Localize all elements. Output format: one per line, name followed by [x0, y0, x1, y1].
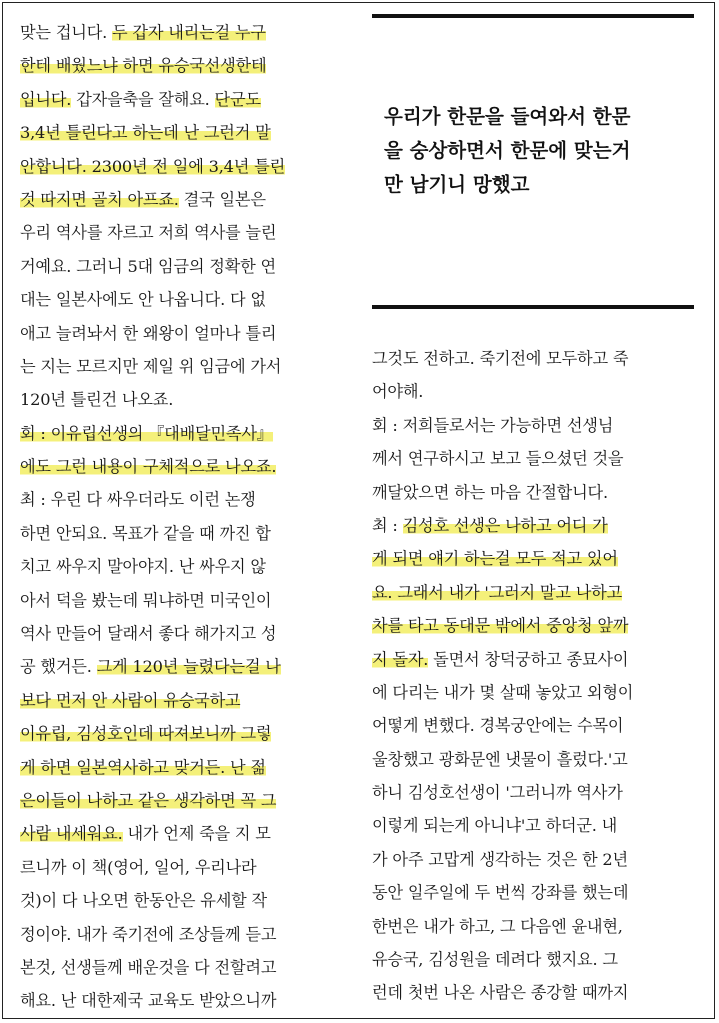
text-line — [20, 49, 350, 82]
text-segment: 갑자을축을 잘해요. — [71, 89, 215, 109]
text-line — [372, 542, 702, 575]
text-line — [372, 809, 702, 842]
text-line — [20, 483, 350, 516]
text-line — [372, 576, 702, 609]
highlighted-text: 두 갑자 내리는걸 누구 — [112, 23, 266, 42]
highlighted-text: 사람 내세워요. — [20, 824, 123, 844]
text-line — [372, 743, 702, 776]
text-line — [20, 250, 350, 283]
text-line — [20, 450, 350, 483]
highlighted-text: 3,4년 틀린다고 하는데 난 그런거 말 — [20, 123, 271, 143]
text-line — [372, 609, 702, 642]
highlighted-text: 게 되면 얘기 하는걸 모두 적고 있어 — [372, 549, 618, 569]
text-line — [20, 784, 350, 817]
text-segment: 해요. 난 대한제국 교육도 받았으니까 — [20, 991, 277, 1011]
text-line — [20, 83, 350, 116]
text-segment: 본것, 선생들께 배운것을 다 전할려고 — [20, 957, 277, 977]
text-segment: 어야해. — [372, 382, 424, 402]
text-line — [20, 684, 350, 717]
highlighted-text: 차를 타고 동대문 밖에서 중앙청 앞까 — [372, 616, 629, 636]
text-line — [372, 476, 702, 509]
text-segment: 하니 김성호선생이 '그러니까 역사가 — [372, 783, 623, 803]
highlighted-text: 한테 배웠느냐 하면 유승국선생한테 — [20, 56, 267, 76]
highlighted-text: 그게 120년 늘렸다는걸 나 — [96, 657, 281, 677]
highlighted-text: 회 : 이유립선생의 『대배달민족사』 — [20, 423, 273, 443]
text-segment: 120년 틀린건 나오죠. — [20, 390, 174, 410]
text-line — [20, 584, 350, 617]
text-line — [372, 509, 702, 542]
text-line — [372, 943, 702, 976]
highlighted-text: 게 하면 일본역사하고 맞거든. — [20, 757, 230, 777]
pull-quote-line: 을 숭상하면서 한문에 맞는거 — [384, 139, 631, 162]
text-segment: 는 지는 모르지만 제일 위 임금에 가서 — [20, 356, 282, 376]
text-segment: 그것도 전하고. 죽기전에 모두하고 죽 — [372, 349, 629, 368]
text-line — [20, 417, 350, 450]
text-segment: 울창했고 광화문엔 냇물이 흘렀다.'고 — [372, 749, 628, 769]
text-line — [20, 617, 350, 650]
highlighted-text: 단군도 — [214, 89, 261, 109]
text-segment: 가 아주 고맙게 생각하는 것은 한 2년 — [372, 849, 628, 869]
text-segment: 애고 늘려놔서 한 왜왕이 얼마나 틀리 — [20, 323, 277, 343]
highlighted-text: 김성호 선생은 나하고 어디 가 — [402, 515, 608, 535]
text-line — [20, 317, 350, 350]
text-line — [20, 851, 350, 884]
text-segment: 거예요. 그러니 5대 임금의 정확한 연 — [20, 256, 276, 276]
text-line — [20, 884, 350, 917]
pull-quote-bottom-rule — [372, 305, 694, 309]
text-line — [372, 409, 702, 442]
text-segment: 이렇게 되는게 아니냐'고 하더군. 내 — [372, 816, 618, 836]
text-line — [372, 375, 702, 408]
pull-quote-top-rule — [372, 14, 694, 18]
text-line — [20, 150, 350, 183]
text-segment: 동안 일주일에 두 번씩 강좌를 했는데 — [372, 883, 629, 903]
text-line — [20, 817, 350, 850]
text-line — [20, 918, 350, 951]
text-line — [372, 643, 702, 676]
text-segment: 르니까 이 책(영어, 일어, 우리나라 — [20, 857, 257, 877]
highlighted-text: 지 돌자. — [372, 649, 429, 669]
highlighted-text: 난 젊 — [229, 757, 266, 777]
text-segment: 내가 언제 죽을 지 모 — [122, 824, 271, 844]
text-line — [20, 116, 350, 149]
text-line — [20, 383, 350, 416]
highlighted-text: 은이들이 나하고 같은 생각하면 꼭 그 — [20, 790, 277, 810]
text-segment: 치고 싸우지 말아야지. 난 싸우지 않 — [20, 557, 266, 577]
text-line — [20, 650, 350, 683]
text-line — [20, 517, 350, 550]
highlighted-text: 입니다. — [20, 89, 72, 109]
text-segment: 회 : 저희들로서는 가능하면 선생님 — [372, 415, 614, 435]
right-text-column — [372, 342, 702, 1010]
text-segment: 맞는 겁니다. — [20, 23, 113, 42]
text-line — [372, 876, 702, 909]
text-line — [20, 951, 350, 984]
text-line — [372, 709, 702, 742]
text-segment: 어떻게 변했다. 경복궁안에는 수목이 — [372, 716, 624, 736]
text-line — [372, 342, 702, 375]
highlighted-text: 요. 그래서 내가 '그러지 말고 나하고 — [372, 582, 623, 602]
text-line — [20, 216, 350, 249]
text-line — [20, 751, 350, 784]
text-segment: 대는 일본사에도 안 나옵니다. 다 없 — [20, 290, 266, 310]
text-segment: 아서 덕을 봤는데 뭐냐하면 미국인이 — [20, 590, 272, 610]
text-segment: 유승국, 김성원을 데려다 했지요. 그 — [372, 950, 618, 970]
text-line — [372, 776, 702, 809]
text-segment: 역사 만들어 달래서 좋다 해가지고 성 — [20, 624, 277, 644]
text-line — [20, 350, 350, 383]
text-line — [20, 16, 350, 49]
text-line — [372, 910, 702, 943]
text-segment: 깨달았으면 하는 마음 간절합니다. — [372, 482, 608, 502]
pull-quote-line: 우리가 한문을 들여와서 한문 — [384, 105, 631, 128]
highlighted-text: 이유립, 김성호인데 따져보니까 그렇 — [20, 724, 272, 744]
text-line — [20, 984, 350, 1017]
pull-quote-line: 만 남기니 망했고 — [384, 173, 530, 196]
text-segment: 하면 안되요. 목표가 같을 때 까진 합 — [20, 523, 271, 543]
text-line — [372, 976, 702, 1009]
text-segment: 한번은 내가 하고, 그 다음엔 윤내현, — [372, 916, 623, 936]
highlighted-text: 안합니다. 2300년 전 일에 3,4년 틀린 — [20, 156, 286, 176]
text-segment: 돌면서 창덕궁하고 종묘사이 — [428, 649, 629, 669]
text-line — [20, 283, 350, 316]
highlighted-text: 것 따지면 골치 아프죠. — [20, 189, 179, 209]
text-line — [372, 676, 702, 709]
text-segment: 우리 역사를 자르고 저희 역사를 늘린 — [20, 223, 277, 243]
text-line — [20, 550, 350, 583]
text-line — [20, 183, 350, 216]
left-text-column — [20, 16, 350, 1018]
text-line — [20, 717, 350, 750]
text-segment: 것)이 다 나오면 한동안은 유세할 작 — [20, 891, 267, 911]
text-segment: 결국 일본은 — [178, 189, 266, 209]
text-segment: 정이야. 내가 죽기전에 조상들께 듣고 — [20, 924, 277, 944]
text-segment: 런데 첫번 나온 사람은 종강할 때까지 — [372, 983, 629, 1003]
text-line — [372, 442, 702, 475]
text-line — [372, 843, 702, 876]
text-segment: 께서 연구하시고 보고 들으셨던 것을 — [372, 449, 624, 469]
text-segment: 최 : 우린 다 싸우더라도 이런 논쟁 — [20, 490, 256, 510]
highlighted-text: 에도 그런 내용이 구체적으로 나오죠. — [20, 457, 277, 477]
pull-quote — [384, 100, 694, 202]
text-segment: 공 했거든. — [20, 657, 97, 677]
text-segment: 최 : — [372, 515, 403, 535]
highlighted-text: 보다 먼저 안 사람이 유승국하고 — [20, 690, 241, 710]
text-segment: 에 다리는 내가 몇 살때 놓았고 외형이 — [372, 682, 634, 702]
